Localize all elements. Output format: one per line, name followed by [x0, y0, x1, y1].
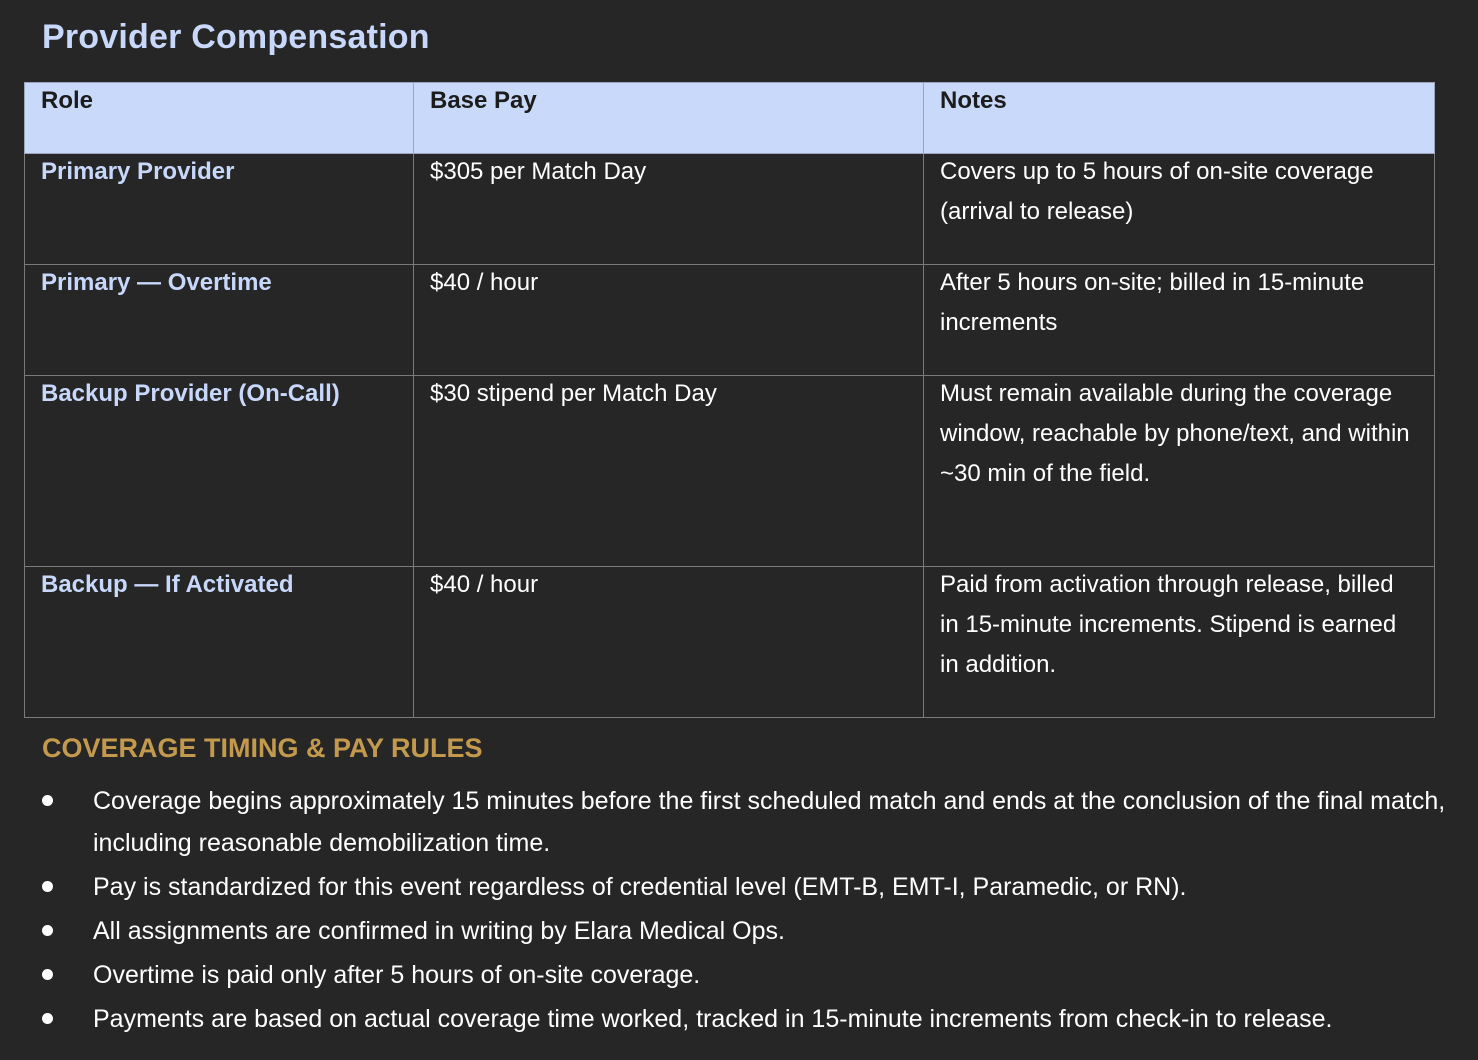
bullet-icon — [42, 795, 53, 806]
rule-text: Coverage begins approximately 15 minutes before the first scheduled match and ends at the conclusion of the final match, including reasonable demobilization time. — [93, 787, 1446, 857]
table-row — [25, 265, 1435, 376]
rules-heading: COVERAGE TIMING & PAY RULES — [42, 733, 483, 763]
table-row — [25, 376, 1435, 567]
rule-text: Pay is standardized for this event regardless of credential level (EMT-B, EMT-I, Paramedic, or RN). — [93, 873, 1187, 901]
table-row — [25, 154, 1435, 265]
page-title: Provider Compensation — [42, 18, 430, 56]
base-pay-cell: $40 / hour — [414, 567, 924, 718]
rule-text: Overtime is paid only after 5 hours of on-site coverage. — [93, 961, 701, 989]
base-pay-cell: $305 per Match Day — [414, 154, 924, 265]
column-header-base-pay: Base Pay — [414, 83, 924, 154]
column-header-role: Role — [25, 83, 414, 154]
list-item — [42, 910, 1462, 952]
list-item — [42, 866, 1462, 908]
role-cell: Backup Provider (On-Call) — [25, 376, 414, 567]
notes-cell: After 5 hours on-site; billed in 15-minute increments — [924, 265, 1435, 376]
bullet-icon — [42, 1013, 53, 1024]
column-header-notes: Notes — [924, 83, 1435, 154]
base-pay-cell: $40 / hour — [414, 265, 924, 376]
list-item — [42, 954, 1462, 996]
rule-text: All assignments are confirmed in writing by Elara Medical Ops. — [93, 917, 785, 945]
notes-cell: Must remain available during the coverage window, reachable by phone/text, and within ~30 min of the field. — [924, 376, 1435, 567]
bullet-icon — [42, 925, 53, 936]
table-row — [25, 567, 1435, 718]
notes-cell: Covers up to 5 hours of on-site coverage (arrival to release) — [924, 154, 1435, 265]
table-header-row — [25, 83, 1435, 154]
list-item — [42, 780, 1462, 864]
compensation-table — [24, 82, 1435, 718]
role-cell: Backup — If Activated — [25, 567, 414, 718]
rule-text: Payments are based on actual coverage time worked, tracked in 15-minute increments from check-in to release. — [93, 1005, 1333, 1033]
list-item — [42, 998, 1462, 1040]
base-pay-cell: $30 stipend per Match Day — [414, 376, 924, 567]
bullet-icon — [42, 969, 53, 980]
role-cell: Primary Provider — [25, 154, 414, 265]
notes-cell: Paid from activation through release, billed in 15-minute increments. Stipend is earned in addition. — [924, 567, 1435, 718]
rules-list — [42, 780, 1462, 1042]
role-cell: Primary — Overtime — [25, 265, 414, 376]
bullet-icon — [42, 881, 53, 892]
